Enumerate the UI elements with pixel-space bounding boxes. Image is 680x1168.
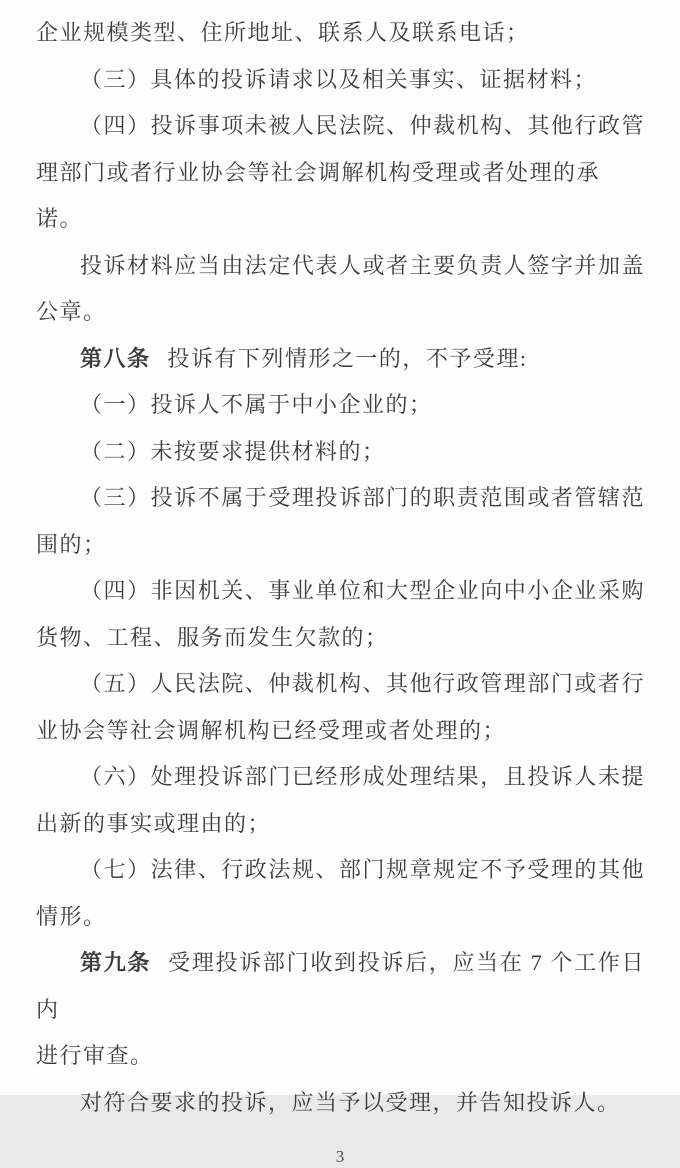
line-text: 公章。 (36, 299, 107, 324)
line-text: 投诉有下列情形之一的，不予受理: (167, 345, 528, 371)
line-text: 业协会等社会调解机构已经受理或者处理的； (36, 717, 507, 743)
text-line (36, 661, 645, 708)
text-line (36, 103, 645, 150)
text-line (36, 150, 645, 243)
line-text: 出新的事实或理由的； (36, 810, 272, 836)
page-number: 3 (335, 1147, 345, 1166)
text-line (36, 801, 645, 848)
line-text: 受理投诉部门收到投诉后，应当在 7 个工作日内 (36, 950, 645, 1022)
line-text: 理部门或者行业协会等社会调解机构受理或者处理的承诺。 (36, 159, 601, 231)
text-line (36, 475, 645, 522)
line-text: 货物、工程、服务而发生欠款的； (36, 624, 389, 650)
line-text: （三）投诉不属于受理投诉部门的职责范围或者管辖范 (80, 485, 645, 510)
line-text: （三）具体的投诉请求以及相关事实、证据材料； (80, 66, 598, 92)
article-number-label: 第九条 (80, 950, 152, 975)
text-line (36, 57, 645, 104)
line-text: （二）未按要求提供材料的； (80, 438, 386, 464)
text-line (36, 429, 645, 476)
line-text: 对符合要求的投诉，应当予以受理，并告知投诉人。 (80, 1089, 621, 1115)
line-text: 围的； (36, 531, 107, 557)
text-line (36, 615, 645, 662)
line-text: 进行审查。 (36, 1043, 154, 1068)
line-text: （一）投诉人不属于中小企业的； (80, 392, 433, 417)
text-line (36, 382, 645, 429)
text-line (36, 10, 645, 57)
line-text: （四）非因机关、事业单位和大型企业向中小企业采购 (80, 578, 645, 603)
text-line (36, 289, 645, 336)
text-line (36, 940, 645, 1033)
text-line (36, 754, 645, 801)
line-text: 投诉材料应当由法定代表人或者主要负责人签字并加盖 (80, 252, 645, 278)
text-line (36, 522, 645, 569)
line-text: 企业规模类型、住所地址、联系人及联系电话； (36, 20, 530, 45)
text-line (36, 1080, 645, 1127)
text-line (36, 1033, 645, 1080)
text-line (36, 894, 645, 941)
text-line (36, 708, 645, 755)
text-line (36, 568, 645, 615)
line-text: 情形。 (36, 903, 107, 929)
line-text: （七）法律、行政法规、部门规章规定不予受理的其他 (80, 857, 645, 882)
text-line (36, 336, 645, 383)
line-text: （四）投诉事项未被人民法院、仲裁机构、其他行政管 (80, 113, 645, 138)
article-number-label: 第八条 (80, 345, 151, 371)
line-text: （六）处理投诉部门已经形成处理结果，且投诉人未提 (80, 764, 645, 789)
text-line (36, 243, 645, 290)
text-line (36, 847, 645, 894)
line-text: （五）人民法院、仲裁机构、其他行政管理部门或者行 (80, 671, 645, 696)
